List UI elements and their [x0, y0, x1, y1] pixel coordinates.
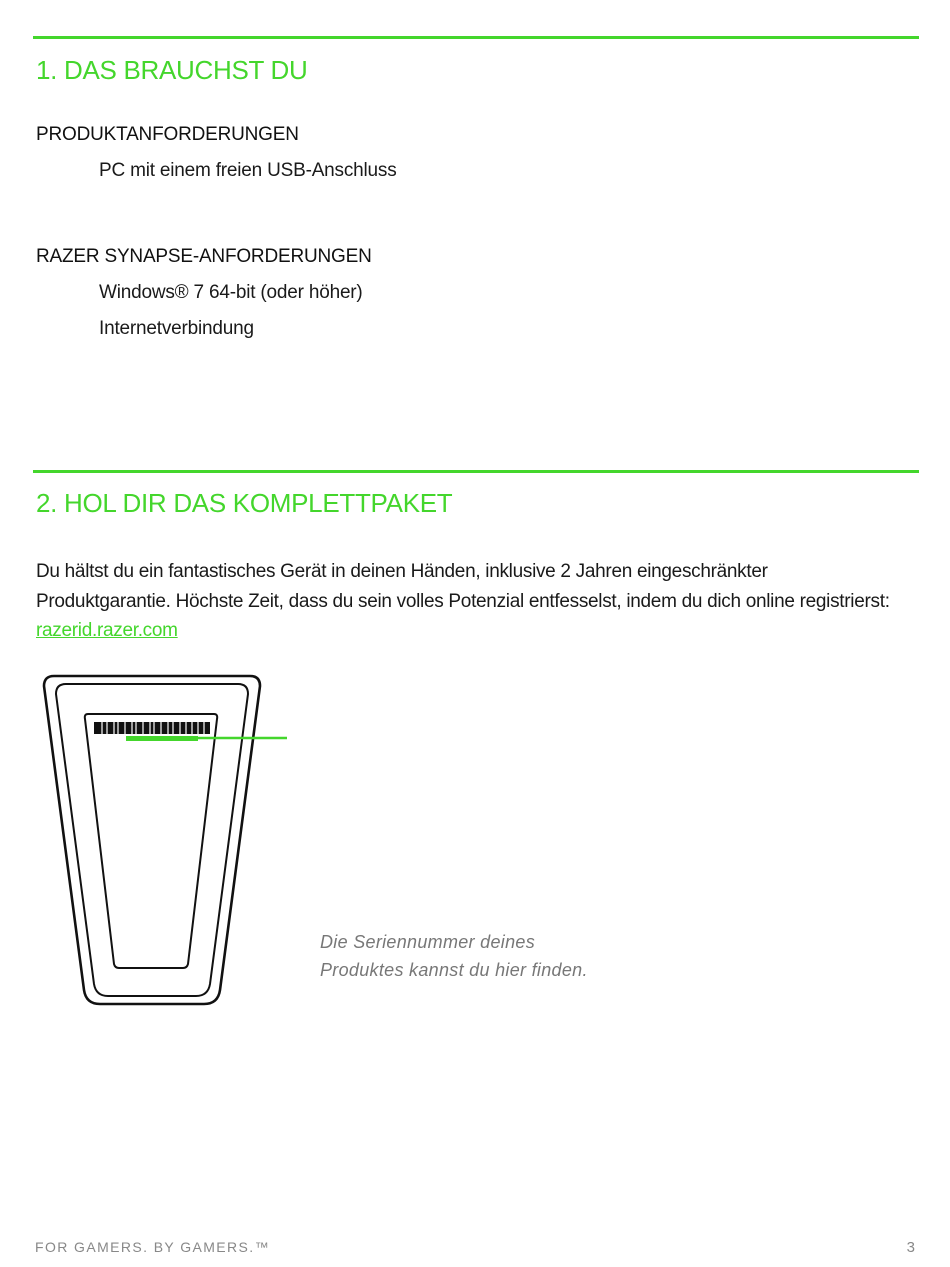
section-2-title: 2. HOL DIR DAS KOMPLETTPAKET: [36, 488, 453, 518]
razer-id-link[interactable]: razerid.razer.com: [36, 620, 178, 641]
section-1-title: 1. DAS BRAUCHST DU: [36, 55, 308, 85]
caption-line: Produktes kannst du hier finden.: [320, 960, 588, 980]
synapse-requirement-item: Windows® 7 64-bit (oder höher): [99, 282, 363, 303]
product-requirements-heading: PRODUKTANFORDERUNGEN: [36, 124, 299, 145]
device-underside-illustration: [40, 672, 300, 1012]
serial-number-caption: [320, 928, 588, 984]
caption-line: Die Seriennummer deines: [320, 932, 535, 952]
serial-number-marker: [126, 736, 198, 741]
registration-paragraph: [36, 557, 896, 646]
section-2-divider: [33, 470, 919, 473]
registration-text: Du hältst du ein fantastisches Gerät in deinen Händen, inklusive 2 Jahren eingeschränkter Produktgarantie. Höchste Zeit, dass du sein volles Potenzial entfesselst, indem du dich online registrierst:: [36, 561, 890, 612]
product-requirement-item: PC mit einem freien USB-Anschluss: [99, 160, 397, 181]
synapse-requirements-heading: RAZER SYNAPSE-ANFORDERUNGEN: [36, 246, 372, 267]
synapse-requirement-item: Internetverbindung: [99, 318, 254, 339]
page-number: 3: [906, 1239, 915, 1256]
section-1-divider: [33, 36, 919, 39]
barcode-icon: [94, 722, 210, 734]
footer-tagline: FOR GAMERS. BY GAMERS.™: [35, 1239, 270, 1255]
